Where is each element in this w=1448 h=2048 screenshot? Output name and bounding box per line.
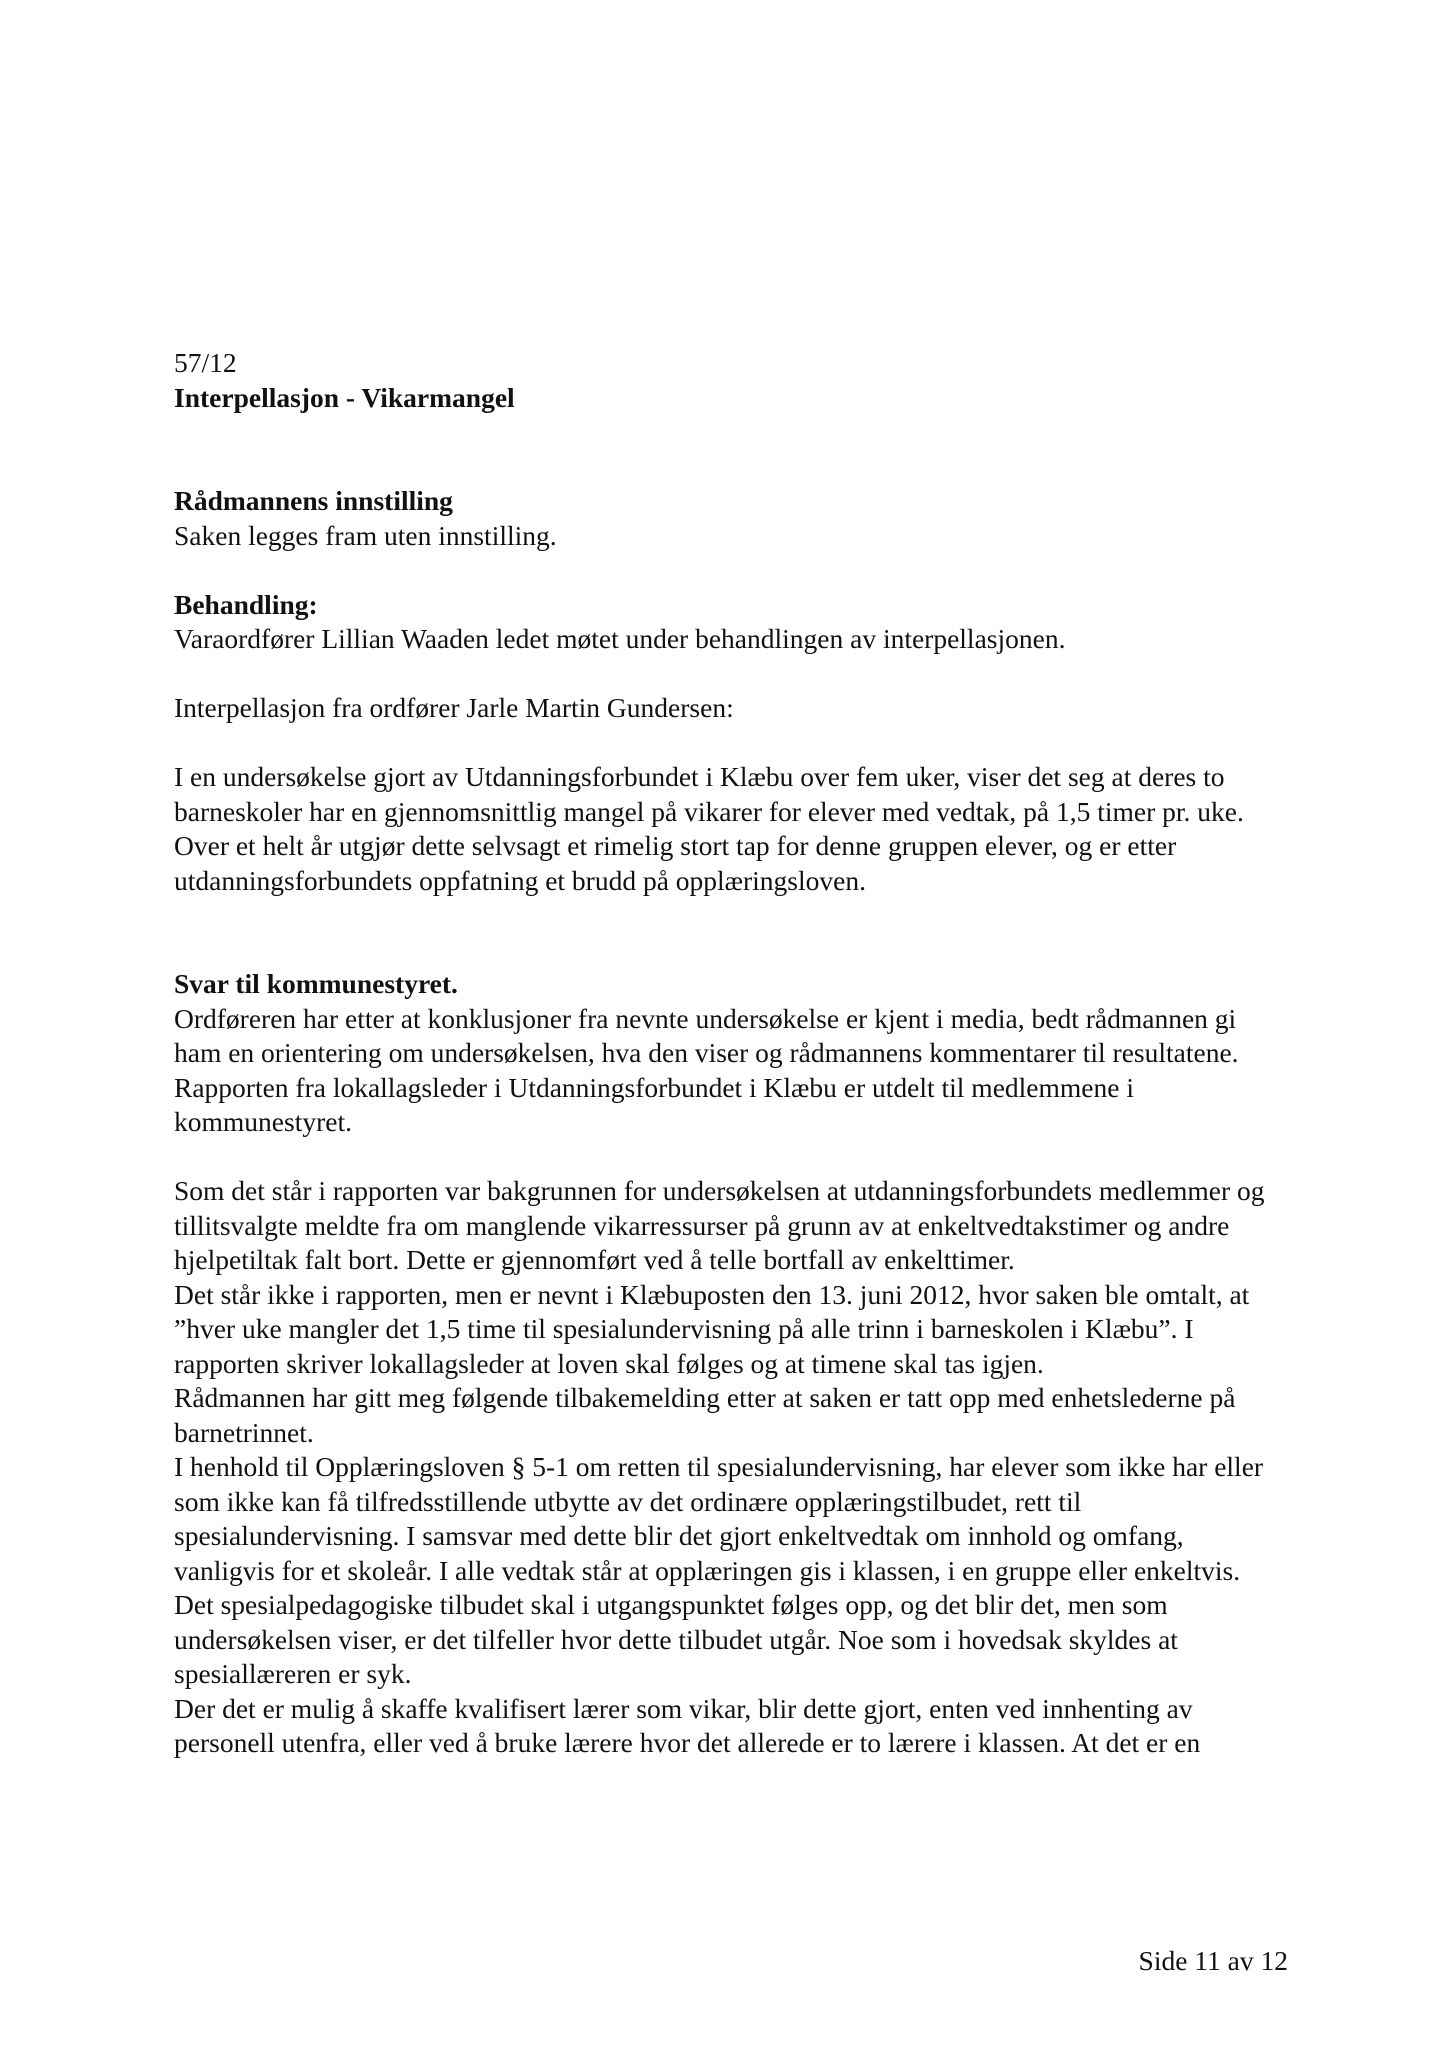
- page-number: Side 11 av 12: [1138, 1945, 1288, 1976]
- recommendation-text: Saken legges fram uten innstilling.: [174, 519, 557, 551]
- document-body: [174, 346, 1286, 1761]
- case-number: 57/12: [174, 347, 237, 378]
- answer-paragraph: Der det er mulig å skaffe kvalifisert lærer som vikar, blir dette gjort, enten ved innhenting av personell utenfra, eller ved å bruke lærere hvor det allerede er to lærere i klassen. At det er en: [174, 1692, 1201, 1758]
- case-title: Interpellasjon - Vikarmangel: [174, 381, 515, 413]
- answer-paragraph: I henhold til Opplæringsloven § 5-1 om retten til spesialundervisning, har elever som ikke har eller som ikke kan få tilfredsstillende utbytte av det ordinære opplæringstilbudet, rett til spesialundervisning. I samsvar med dette blir det gjort enkeltvedtak om innhold og omfang, vanligvis for et skoleår. I alle vedtak står at opplæringen gis i klassen, i en gruppe eller enkeltvis.: [174, 1451, 1264, 1586]
- treatment-text: Varaordfører Lillian Waaden ledet møtet under behandlingen av interpellasjonen.: [174, 623, 1066, 654]
- spacer: [174, 898, 1286, 967]
- spacer: [174, 657, 1286, 692]
- spacer: [174, 1140, 1286, 1175]
- answer-paragraph: Det spesialpedagogiske tilbudet skal i utgangspunktet følges opp, og det blir det, men som undersøkelsen viser, er det tilfeller hvor dette tilbudet utgår. Noe som i hovedsak skyldes at spesiallæreren er syk.: [174, 1589, 1178, 1689]
- spacer: [174, 415, 1286, 484]
- answer-paragraph: Som det står i rapporten var bakgrunnen for undersøkelsen at utdanningsforbundets medlemmer og tillitsvalgte meldte fra om manglende vikarressurser på grunn av at enkeltvedtakstimer og andre hjelpetiltak falt bort. Dette er gjennomført ved å telle bortfall av enkelttimer.: [174, 1175, 1265, 1275]
- interpellation-body: I en undersøkelse gjort av Utdanningsforbundet i Klæbu over fem uker, viser det seg at deres to barneskoler har en gjennomsnittlig mangel på vikarer for elever med vedtak, på 1,5 timer pr. uke. Over et helt år utgjør dette selvsagt et rimelig stort tap for denne gruppen elever, og er etter utdanningsforbundets oppfatning et brudd på opplæringsloven.: [174, 761, 1244, 896]
- answer-paragraph: Rådmannen har gitt meg følgende tilbakemelding etter at saken er tatt opp med enhetslederne på barnetrinnet.: [174, 1382, 1236, 1448]
- interpellation-intro: Interpellasjon fra ordfører Jarle Martin Gundersen:: [174, 692, 734, 723]
- spacer: [174, 553, 1286, 588]
- answer-paragraph: Rapporten fra lokallagsleder i Utdanningsforbundet i Klæbu er utdelt til medlemmene i kommunestyret.: [174, 1071, 1134, 1137]
- answer-paragraph: Det står ikke i rapporten, men er nevnt i Klæbuposten den 13. juni 2012, hvor saken ble omtalt, at ”hver uke mangler det 1,5 time til spesialundervisning på alle trinn i barneskolen i Klæbu”. I rapporten skriver lokallagsleder at loven skal følges og at timene skal tas igjen.: [174, 1278, 1250, 1379]
- spacer: [174, 726, 1286, 761]
- treatment-heading: Behandling:: [174, 588, 318, 620]
- answer-heading: Svar til kommunestyret.: [174, 968, 458, 999]
- answer-paragraph: Ordføreren har etter at konklusjoner fra nevnte undersøkelse er kjent i media, bedt rådmannen gi ham en orientering om undersøkelsen, hva den viser og rådmannens kommentarer til resultatene.: [174, 1002, 1239, 1068]
- recommendation-heading: Rådmannens innstilling: [174, 485, 453, 516]
